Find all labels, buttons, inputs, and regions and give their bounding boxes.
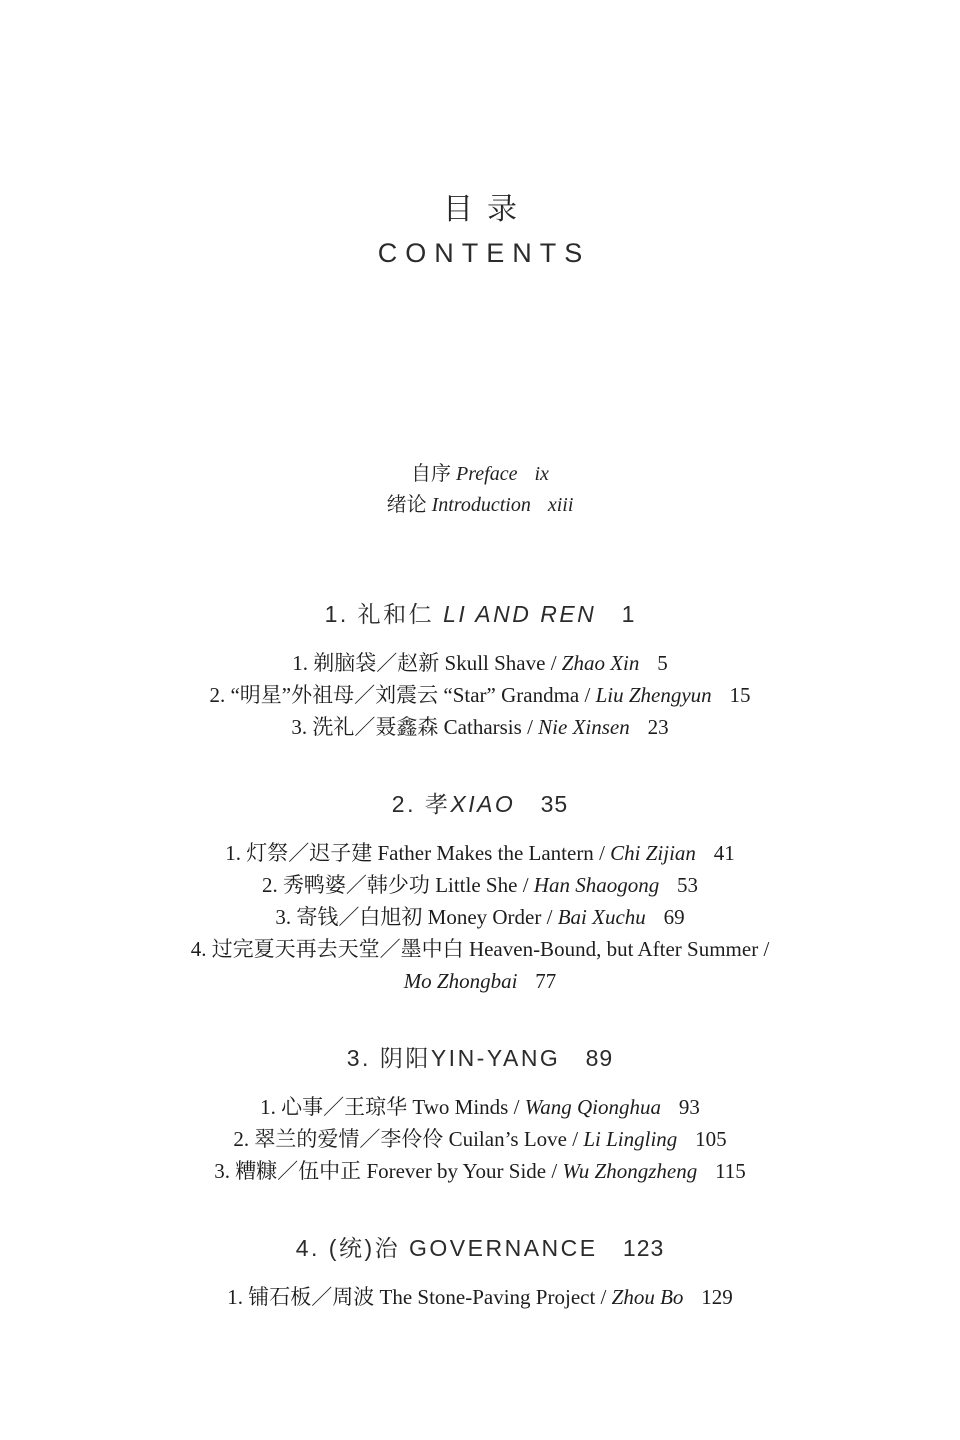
item-page-number: 53 [677, 872, 699, 897]
item-separator: / [593, 840, 611, 865]
item-title-zh: 灯祭／迟子建 [246, 840, 378, 865]
item-page-number: 69 [663, 904, 685, 929]
section-heading [0, 1041, 960, 1075]
section-item-list [90, 837, 870, 997]
front-matter-entry [0, 490, 960, 521]
item-title-en: Two Minds [412, 1094, 509, 1119]
section-number: 3. [346, 1044, 380, 1071]
front-matter-list [0, 459, 960, 521]
item-title-en: Cuilan’s Love [448, 1126, 567, 1151]
item-number: 2. [209, 682, 231, 707]
section-title-zh: (统)治 [328, 1234, 410, 1261]
item-title-zh: “明星”外祖母／刘震云 [230, 682, 444, 707]
item-number: 1. [225, 840, 247, 865]
item-number: 1. [260, 1094, 282, 1119]
item-separator: / [758, 936, 770, 961]
toc-section [0, 1041, 960, 1187]
item-page-number: 41 [713, 840, 735, 865]
toc-section [0, 597, 960, 743]
section-title-en: LI AND REN [443, 600, 597, 627]
item-page-number: 129 [701, 1284, 733, 1309]
toc-item [90, 711, 870, 743]
item-title-zh: 洗礼／聂鑫森 [312, 714, 444, 739]
toc-item [90, 901, 870, 933]
item-separator: / [546, 1158, 563, 1183]
item-separator: / [541, 904, 558, 929]
item-title-en: Father Makes the Lantern [377, 840, 594, 865]
item-title-en: Skull Shave [444, 650, 546, 675]
item-author-pinyin: Zhou Bo [611, 1284, 684, 1309]
item-title-en: “Star” Grandma [443, 682, 580, 707]
entry-title-zh: 绪论 [386, 493, 432, 516]
item-author-pinyin: Bai Xuchu [557, 904, 646, 929]
section-title-zh: 阴阳 [379, 1044, 431, 1071]
page-title-block [0, 190, 960, 269]
section-item-list [90, 647, 870, 743]
item-number: 3. [275, 904, 297, 929]
item-separator: / [545, 650, 562, 675]
item-separator: / [567, 1126, 584, 1151]
section-item-list [90, 1281, 870, 1313]
item-page-number: 105 [695, 1126, 727, 1151]
entry-page-number: ix [534, 462, 549, 485]
entry-page-number: xiii [547, 493, 574, 516]
toc-item [90, 1123, 870, 1155]
item-number: 3. [291, 714, 313, 739]
section-title-en: XIAO [450, 790, 516, 817]
section-number: 2. [391, 790, 425, 817]
item-title-en: Money Order [427, 904, 542, 929]
item-page-number: 77 [535, 968, 557, 993]
toc-item [90, 1091, 870, 1123]
item-title-zh: 心事／王琼华 [281, 1094, 413, 1119]
section-number: 4. [295, 1234, 329, 1261]
toc-section [0, 787, 960, 997]
item-title-en: Heaven-Bound, but After Summer [468, 936, 759, 961]
section-title-zh: 礼和仁 [357, 600, 444, 627]
page-title-english: CONTENTS [377, 237, 591, 268]
toc-item [90, 1155, 870, 1187]
section-page-number: 89 [585, 1044, 614, 1071]
section-page-number: 35 [540, 790, 569, 817]
item-title-zh: 秀鸭婆／韩少功 [282, 872, 436, 897]
section-heading [0, 597, 960, 631]
item-author-pinyin: Han Shaogong [533, 872, 660, 897]
item-title-en: Catharsis [443, 714, 522, 739]
item-title-zh: 糟糠／伍中正 [235, 1158, 367, 1183]
item-title-zh: 铺石板／周波 [248, 1284, 380, 1309]
item-author-pinyin: Nie Xinsen [538, 714, 630, 739]
item-number: 2. [261, 872, 283, 897]
item-page-number: 115 [715, 1158, 746, 1183]
section-heading [0, 1231, 960, 1265]
item-author-pinyin: Chi Zijian [610, 840, 696, 865]
section-item-list [90, 1091, 870, 1187]
item-title-zh: 剃脑袋／赵新 [313, 650, 445, 675]
item-number: 1. [227, 1284, 249, 1309]
item-number: 1. [292, 650, 314, 675]
toc-item [90, 647, 870, 679]
item-author-pinyin: Liu Zhengyun [595, 682, 712, 707]
item-author-pinyin: Wang Qionghua [524, 1094, 662, 1119]
item-title-en: Little She [435, 872, 518, 897]
toc-item [90, 869, 870, 901]
item-title-en: The Stone-Paving Project [379, 1284, 596, 1309]
entry-title-en: Introduction [431, 493, 531, 516]
item-title-zh: 翠兰的爱情／李伶伶 [254, 1126, 449, 1151]
item-page-number: 23 [647, 714, 669, 739]
section-number: 1. [324, 600, 358, 627]
item-separator: / [508, 1094, 525, 1119]
item-separator: / [595, 1284, 612, 1309]
entry-title-zh: 自序 [411, 462, 457, 485]
item-author-pinyin: Wu Zhongzheng [562, 1158, 698, 1183]
page-title-chinese: 目录 [443, 193, 531, 226]
item-number: 2. [233, 1126, 255, 1151]
section-page-number: 123 [622, 1234, 665, 1261]
item-title-zh: 寄钱／白旭初 [296, 904, 428, 929]
toc-item [90, 679, 870, 711]
section-heading [0, 787, 960, 821]
section-title-en: GOVERNANCE [409, 1234, 598, 1261]
toc-item [90, 1281, 870, 1313]
item-number: 4. [190, 936, 212, 961]
item-title-zh: 过完夏天再去天堂／墨中白 [211, 936, 469, 961]
item-separator: / [517, 872, 534, 897]
item-page-number: 15 [729, 682, 751, 707]
toc-item [90, 933, 870, 997]
item-separator: / [579, 682, 596, 707]
item-author-pinyin: Mo Zhongbai [403, 968, 518, 993]
toc-item [90, 837, 870, 869]
entry-title-en: Preface [456, 462, 518, 485]
toc-sections [0, 597, 960, 1393]
item-page-number: 5 [657, 650, 668, 675]
item-page-number: 93 [678, 1094, 700, 1119]
item-separator: / [521, 714, 539, 739]
toc-section [0, 1231, 960, 1313]
section-page-number: 1 [621, 600, 636, 627]
item-title-en: Forever by Your Side [366, 1158, 547, 1183]
item-author-pinyin: Zhao Xin [561, 650, 640, 675]
section-title-zh: 孝 [424, 790, 451, 817]
front-matter-entry [0, 459, 960, 490]
item-number: 3. [214, 1158, 236, 1183]
item-author-pinyin: Li Lingling [583, 1126, 678, 1151]
section-title-en: YIN-YANG [430, 1044, 561, 1071]
